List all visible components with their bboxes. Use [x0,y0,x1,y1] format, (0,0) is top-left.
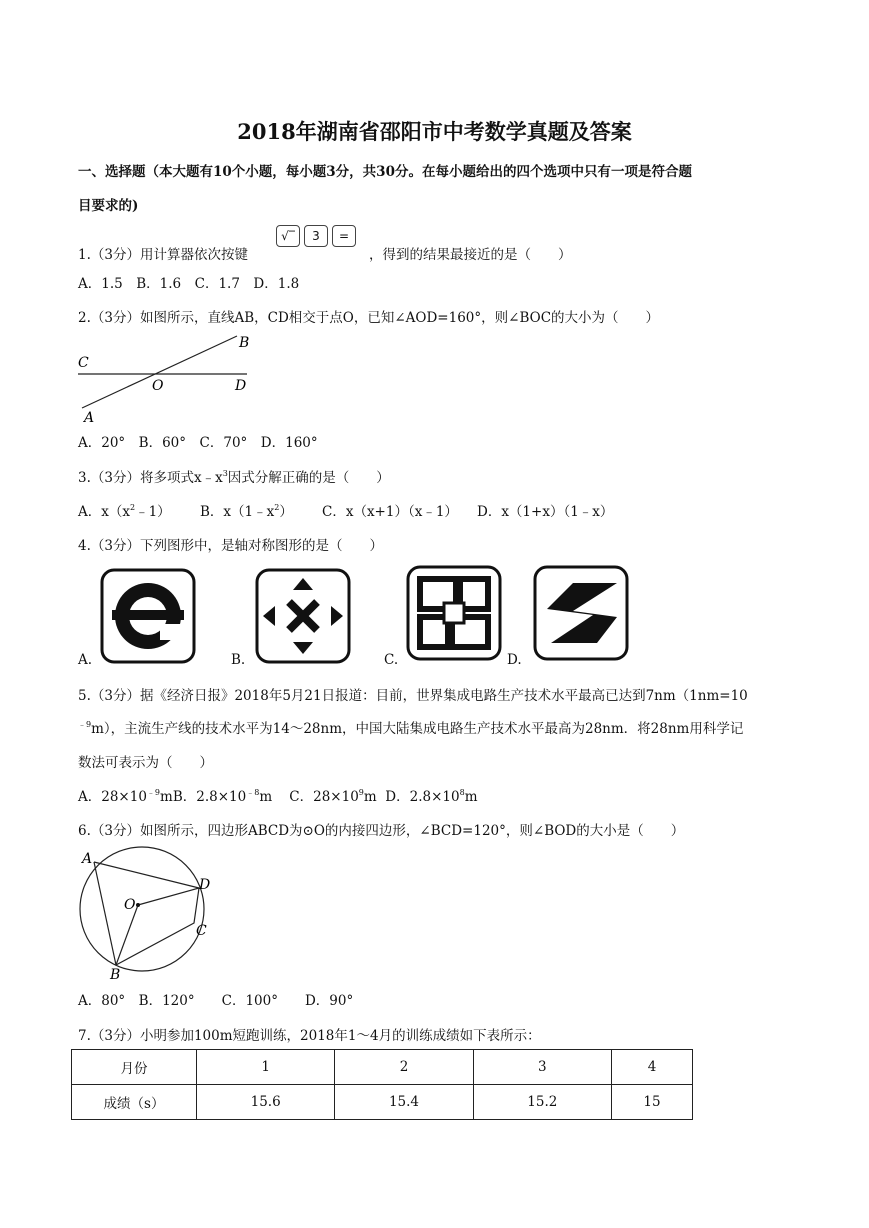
q3-stem-sup: 3 [222,469,228,478]
q5-line2-sup: ﹣9 [78,720,92,729]
label-a: A [82,851,93,867]
figure-a-e-logo-icon [100,568,196,664]
segment-ob [116,905,138,965]
table-cell: 3 [473,1050,611,1085]
table-cell: 15 [611,1085,692,1120]
section-heading-line2: 目要求的) [78,198,139,214]
table-cell: 成绩（s） [72,1085,197,1120]
q3-opt-b-sup: 2 [274,503,280,512]
q4-label-d: D. [507,652,522,668]
q3-opt-a-1: A．x（x [78,504,130,520]
q1-stem-tail: ，得到的结果最接近的是（ ） [369,247,572,263]
q3-opt-b-2: ） [279,504,293,520]
q5-opt-d-sup: 8 [459,788,465,797]
question-5-line3: 数法可表示为（ ） [78,755,213,771]
label-b: B [239,335,250,351]
intersecting-lines-figure [72,330,262,425]
equals-key-icon: = [332,225,356,247]
table-header-row [72,1050,693,1085]
question-5-line2 [78,717,743,737]
question-3-stem [78,466,390,486]
label-a: A [84,410,95,425]
table-cell: 2 [335,1050,473,1085]
question-7-stem: 7.（3分）小明参加100m短跑训练，2018年1～4月的训练成绩如下表所示： [78,1028,541,1044]
center-point [136,903,140,907]
table-cell: 15.4 [335,1085,473,1120]
figure-b-arrows-x-icon [255,568,351,664]
table-cell: 1 [197,1050,335,1085]
question-6-stem: 6.（3分）如图所示，四边形ABCD为⊙O的内接四边形，∠BCD=120°，则∠BOD的大小是（ ） [78,823,685,839]
q5-opt-a: A．28×10 [78,789,147,805]
page-title: 2018年湖南省邵阳市中考数学真题及答案 [237,119,632,144]
q4-label-b: B. [231,652,246,668]
q5-opt-c-unit: m [363,789,377,805]
q3-opt-a-2: ﹣1） [135,504,171,520]
inscribed-quadrilateral-figure [72,843,222,983]
q3-option-b [200,500,293,520]
label-o: O [152,378,164,394]
label-o: O [124,897,136,913]
q3-option-d: D．x（1+x）（1﹣x） [477,504,614,520]
q3-option-c: C．x（x+1）（x﹣1） [322,504,458,520]
table-cell: 月份 [72,1050,197,1085]
q5-line2-text: m），主流生产线的技术水平为14～28nm，中国大陆集成电路生产技术水平最高为28nm．将28nm用科学记 [91,721,744,737]
line-ab [82,336,237,408]
q5-opt-a-sup: ﹣9 [146,788,161,797]
q1-stem-text: 1.（3分）用计算器依次按键 [78,247,248,263]
q5-opt-b: B．2.8×10 [172,789,247,805]
label-c: C [78,355,89,371]
q5-opt-b-sup: ﹣8 [246,788,260,797]
q5-opt-b-unit: m [259,789,273,805]
three-key-icon: 3 [304,225,328,247]
question-1-stem [78,243,248,263]
quadrilateral-abcd [94,862,199,965]
table-cell: 15.2 [473,1085,611,1120]
label-b: B [110,967,121,983]
q5-opt-c: C．28×10 [289,789,359,805]
table-cell: 4 [611,1050,692,1085]
q3-opt-a-sup: 2 [129,503,136,512]
q2-options: A．20° B．60° C．70° D．160° [78,435,318,451]
circle-o [80,847,204,971]
q5-opt-a-unit: m [160,789,173,805]
question-4-stem: 4.（3分）下列图形中，是轴对称图形的是（ ） [78,538,383,554]
q4-label-a: A. [78,652,93,668]
q4-label-c: C. [384,652,399,668]
segment-od [138,888,199,905]
calculator-keys [276,225,360,247]
q3-opt-b-1: B．x（1﹣x [200,504,275,520]
q5-opt-d: D．2.8×10 [385,789,460,805]
q5-opt-d-unit: m [464,789,478,805]
q5-opt-c-sup: 9 [358,788,364,797]
table-cell: 15.6 [197,1085,335,1120]
label-d: D [199,877,211,893]
q3-option-a [78,500,171,520]
q5-options [78,785,478,805]
training-score-table [71,1049,693,1120]
question-5-line1: 5.（3分）据《经济日报》2018年5月21日报道：目前，世界集成电路生产技术水平最高已达到7nm（1nm=10 [78,688,748,704]
label-c: C [196,923,207,939]
figure-c-knot-icon [406,565,502,661]
table-row [72,1085,693,1120]
q1-options: A．1.5 B．1.6 C．1.7 D．1.8 [78,276,300,292]
q3-stem-a: 3.（3分）将多项式x﹣x [78,470,223,486]
figure-d-s-shape-icon [533,565,629,661]
label-d: D [235,378,247,394]
section-heading-line1: 一、选择题（本大题有10个小题，每小题3分，共30分。在每小题给出的四个选项中只有一项是符合题 [78,164,692,180]
sqrt-key-icon: √‾ [276,225,300,247]
question-2-stem: 2.（3分）如图所示，直线AB，CD相交于点O，已知∠AOD=160°，则∠BOC的大小为（ ） [78,310,660,326]
q6-options: A．80° B．120° C．100° D．90° [78,993,354,1009]
q3-stem-b: 因式分解正确的是（ ） [227,470,390,486]
